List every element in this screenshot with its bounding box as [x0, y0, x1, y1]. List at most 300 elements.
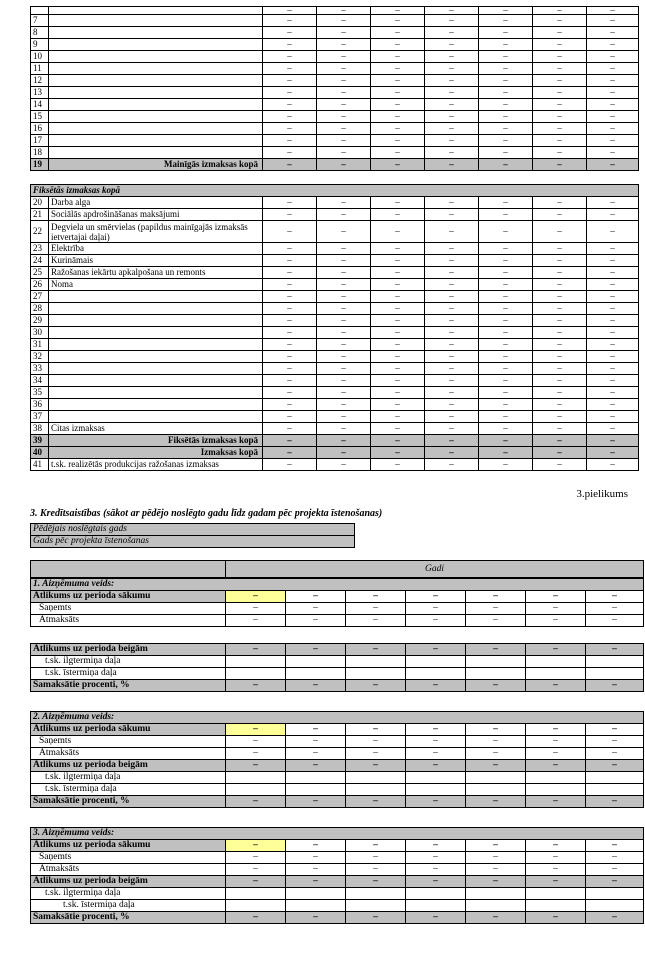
cost-table-row: [31, 27, 639, 39]
value-cell: –: [263, 39, 317, 51]
value-cell: –: [533, 339, 587, 351]
value-cell: –: [533, 363, 587, 375]
credit-row-label: t.sk. īstermiņa daļa: [31, 900, 226, 912]
value-cell: –: [263, 363, 317, 375]
value-cell: –: [317, 51, 371, 63]
row-number-cell: 13: [31, 87, 49, 99]
value-cell: –: [425, 375, 479, 387]
value-cell: [406, 900, 466, 912]
value-cell: –: [263, 147, 317, 159]
row-number-cell: 19: [31, 159, 49, 171]
value-cell: –: [263, 447, 317, 459]
loan-type-row: [31, 579, 644, 591]
credit-row-label: Atmaksāts: [31, 864, 226, 876]
row-label-cell: [49, 303, 263, 315]
row-label-cell: [49, 7, 263, 15]
value-cell: –: [263, 387, 317, 399]
value-cell: –: [587, 123, 639, 135]
row-number-cell: 14: [31, 99, 49, 111]
row-number-cell: 8: [31, 27, 49, 39]
row-number-cell: 30: [31, 327, 49, 339]
value-cell: [346, 888, 406, 900]
cost-table-row: [31, 111, 639, 123]
value-cell: –: [533, 221, 587, 243]
value-cell: –: [317, 339, 371, 351]
value-cell: –: [263, 435, 317, 447]
value-cell: –: [346, 591, 406, 603]
value-cell: –: [263, 339, 317, 351]
row-number-cell: 35: [31, 387, 49, 399]
row-label-cell: [49, 351, 263, 363]
value-cell: –: [226, 876, 286, 888]
value-cell: –: [263, 423, 317, 435]
value-cell: –: [466, 796, 526, 808]
credit-row: [31, 876, 644, 888]
value-cell: –: [586, 864, 644, 876]
value-cell: –: [533, 87, 587, 99]
value-cell: –: [479, 147, 533, 159]
value-cell: –: [586, 615, 644, 627]
value-cell: –: [286, 736, 346, 748]
value-cell: –: [479, 87, 533, 99]
value-cell: –: [526, 912, 586, 924]
value-cell: [466, 888, 526, 900]
value-cell: –: [586, 852, 644, 864]
value-cell: –: [286, 680, 346, 692]
row-label-cell: [49, 315, 263, 327]
cost-table-row: [31, 435, 639, 447]
value-cell: [586, 784, 644, 796]
row-label-cell: Ražošanas iekārtu apkalpošana un remonts: [49, 267, 263, 279]
value-cell: –: [425, 303, 479, 315]
value-cell: –: [371, 315, 425, 327]
value-cell: –: [425, 159, 479, 171]
value-cell: –: [466, 760, 526, 772]
value-cell: –: [587, 459, 639, 471]
value-cell: –: [533, 63, 587, 75]
value-cell: –: [466, 864, 526, 876]
value-cell: –: [371, 7, 425, 15]
value-cell: –: [286, 796, 346, 808]
value-cell: –: [406, 876, 466, 888]
row-label-cell: [49, 135, 263, 147]
value-cell: –: [479, 123, 533, 135]
value-cell: –: [533, 159, 587, 171]
value-cell: –: [587, 267, 639, 279]
value-cell: [226, 656, 286, 668]
value-cell: –: [317, 147, 371, 159]
value-cell: –: [586, 912, 644, 924]
value-cell: –: [533, 135, 587, 147]
value-cell: –: [425, 51, 479, 63]
cost-table-row: [31, 159, 639, 171]
row-label-cell: [49, 123, 263, 135]
value-cell: –: [371, 27, 425, 39]
value-cell: –: [533, 435, 587, 447]
row-number-cell: 15: [31, 111, 49, 123]
costs-table-upper: [30, 6, 639, 171]
value-cell: –: [317, 423, 371, 435]
credit-row: [31, 591, 644, 603]
cost-table-row: [31, 7, 639, 15]
row-label-cell: Citas izmaksas: [49, 423, 263, 435]
value-cell: –: [587, 279, 639, 291]
row-number-cell: 7: [31, 15, 49, 27]
value-cell: –: [587, 387, 639, 399]
value-cell: –: [346, 603, 406, 615]
cost-table-row: [31, 135, 639, 147]
loan-type-cell: 2. Aizņēmuma veids:: [31, 712, 644, 724]
value-cell: –: [479, 197, 533, 209]
value-cell: –: [263, 375, 317, 387]
value-cell: –: [425, 255, 479, 267]
value-cell: –: [406, 603, 466, 615]
value-cell: –: [286, 852, 346, 864]
value-cell: [406, 656, 466, 668]
value-cell: –: [533, 327, 587, 339]
value-cell: –: [317, 351, 371, 363]
credit-table: [30, 827, 644, 924]
value-cell: [406, 784, 466, 796]
value-cell: –: [479, 339, 533, 351]
value-cell: –: [533, 351, 587, 363]
value-cell: –: [526, 748, 586, 760]
value-cell: –: [263, 291, 317, 303]
value-cell: –: [317, 39, 371, 51]
table-gap: [30, 692, 638, 711]
row-number-cell: 31: [31, 339, 49, 351]
value-cell: –: [286, 864, 346, 876]
value-cell: [286, 668, 346, 680]
cost-table-row: [31, 327, 639, 339]
row-label-cell: [49, 339, 263, 351]
credit-row: [31, 656, 644, 668]
value-cell: –: [371, 363, 425, 375]
value-cell: –: [346, 644, 406, 656]
value-cell: –: [286, 724, 346, 736]
value-cell: –: [263, 315, 317, 327]
credit-table: [30, 643, 644, 692]
value-cell: –: [586, 724, 644, 736]
value-cell: –: [479, 15, 533, 27]
credit-row-label: Atmaksāts: [31, 615, 226, 627]
value-cell: –: [406, 748, 466, 760]
credit-row-label: Atlikums uz perioda sākumu: [31, 840, 226, 852]
value-cell: –: [425, 123, 479, 135]
value-cell: –: [346, 912, 406, 924]
credit-row-label: t.sk. īstermiņa daļa: [31, 668, 226, 680]
info-label-cell: Pēdējais noslēgtais gads: [31, 524, 355, 536]
credit-row: [31, 668, 644, 680]
row-number-cell: 27: [31, 291, 49, 303]
row-label-cell: [49, 363, 263, 375]
value-cell: –: [587, 99, 639, 111]
value-cell: [466, 668, 526, 680]
value-cell: –: [406, 644, 466, 656]
value-cell: –: [263, 135, 317, 147]
row-label-cell: [49, 99, 263, 111]
value-cell: –: [346, 876, 406, 888]
value-cell: –: [425, 387, 479, 399]
value-cell: –: [425, 327, 479, 339]
value-cell: –: [317, 375, 371, 387]
value-cell: –: [533, 375, 587, 387]
value-cell: –: [586, 748, 644, 760]
value-cell: –: [533, 123, 587, 135]
cost-table-row: [31, 375, 639, 387]
value-cell: –: [587, 27, 639, 39]
value-cell: –: [479, 459, 533, 471]
value-cell: –: [425, 221, 479, 243]
value-cell: –: [406, 840, 466, 852]
row-number-cell: 26: [31, 279, 49, 291]
value-cell: –: [425, 111, 479, 123]
value-cell: –: [533, 7, 587, 15]
row-number-cell: 9: [31, 39, 49, 51]
credit-row-label: Atmaksāts: [31, 748, 226, 760]
value-cell: –: [226, 644, 286, 656]
value-cell: –: [587, 291, 639, 303]
value-cell: –: [346, 724, 406, 736]
cost-table-row: [31, 75, 639, 87]
value-cell: –: [263, 111, 317, 123]
value-cell: –: [479, 363, 533, 375]
value-cell: [226, 784, 286, 796]
value-cell: –: [371, 87, 425, 99]
value-cell: –: [425, 351, 479, 363]
credit-table: [30, 711, 644, 808]
row-number-cell: 38: [31, 423, 49, 435]
value-cell: –: [587, 197, 639, 209]
value-cell: –: [479, 209, 533, 221]
row-label-cell: Mainīgās izmaksas kopā: [49, 159, 263, 171]
value-cell: –: [263, 303, 317, 315]
credit-row-label: t.sk. ilgtermiņa daļa: [31, 888, 226, 900]
credit-row: [31, 840, 644, 852]
credit-row: [31, 912, 644, 924]
value-cell: [526, 784, 586, 796]
value-cell: –: [425, 75, 479, 87]
value-cell: –: [371, 459, 425, 471]
value-cell: –: [317, 411, 371, 423]
row-number-cell: 41: [31, 459, 49, 471]
highlighted-input-cell[interactable]: –: [226, 591, 286, 603]
value-cell: –: [587, 351, 639, 363]
row-label-cell: [49, 327, 263, 339]
value-cell: –: [533, 267, 587, 279]
credit-table: [30, 578, 644, 627]
value-cell: –: [317, 399, 371, 411]
value-cell: –: [317, 255, 371, 267]
value-cell: –: [317, 7, 371, 15]
credit-row: [31, 724, 644, 736]
value-cell: –: [479, 75, 533, 87]
row-number-cell: 40: [31, 447, 49, 459]
value-cell: –: [479, 27, 533, 39]
table-gap: [30, 627, 638, 643]
value-cell: –: [526, 615, 586, 627]
value-cell: –: [526, 760, 586, 772]
table-gap: [30, 548, 638, 560]
value-cell: –: [371, 75, 425, 87]
value-cell: –: [226, 603, 286, 615]
cost-table-row: [31, 63, 639, 75]
cost-table-row: [31, 339, 639, 351]
value-cell: –: [317, 75, 371, 87]
row-label-cell: Kurināmais: [49, 255, 263, 267]
credit-row-label: t.sk. īstermiņa daļa: [31, 784, 226, 796]
value-cell: –: [533, 209, 587, 221]
info-box: [30, 523, 355, 548]
value-cell: –: [526, 736, 586, 748]
value-cell: –: [526, 680, 586, 692]
cost-table-row: [31, 255, 639, 267]
row-number-cell: 32: [31, 351, 49, 363]
value-cell: –: [587, 363, 639, 375]
cost-table-row: [31, 303, 639, 315]
table-gap: [30, 808, 638, 827]
value-cell: –: [533, 255, 587, 267]
value-cell: [466, 772, 526, 784]
value-cell: –: [346, 852, 406, 864]
value-cell: –: [226, 912, 286, 924]
value-cell: –: [526, 864, 586, 876]
value-cell: –: [317, 27, 371, 39]
value-cell: –: [479, 327, 533, 339]
value-cell: –: [533, 387, 587, 399]
value-cell: –: [425, 399, 479, 411]
value-cell: [526, 772, 586, 784]
cost-table-row: [31, 123, 639, 135]
value-cell: –: [466, 736, 526, 748]
row-number-cell: 24: [31, 255, 49, 267]
value-cell: –: [371, 447, 425, 459]
cost-table-row: [31, 99, 639, 111]
row-number-cell: 12: [31, 75, 49, 87]
credit-row: [31, 680, 644, 692]
value-cell: –: [371, 279, 425, 291]
value-cell: –: [533, 111, 587, 123]
value-cell: –: [466, 603, 526, 615]
value-cell: –: [526, 876, 586, 888]
highlighted-input-cell[interactable]: –: [226, 840, 286, 852]
appendix-label: 3.pielikums: [576, 488, 628, 500]
value-cell: –: [286, 760, 346, 772]
loan-type-row: [31, 828, 644, 840]
value-cell: –: [425, 147, 479, 159]
value-cell: –: [479, 7, 533, 15]
value-cell: –: [526, 603, 586, 615]
value-cell: –: [479, 387, 533, 399]
value-cell: –: [371, 291, 425, 303]
value-cell: –: [263, 63, 317, 75]
row-label-cell: t.sk. realizētās produkcijas ražošanas izmaksas: [49, 459, 263, 471]
value-cell: –: [479, 279, 533, 291]
value-cell: –: [286, 591, 346, 603]
value-cell: –: [317, 363, 371, 375]
value-cell: –: [466, 680, 526, 692]
value-cell: –: [526, 852, 586, 864]
value-cell: –: [466, 840, 526, 852]
value-cell: –: [526, 796, 586, 808]
years-header-table: [30, 560, 644, 578]
value-cell: –: [371, 135, 425, 147]
value-cell: –: [533, 147, 587, 159]
value-cell: –: [371, 209, 425, 221]
value-cell: [286, 656, 346, 668]
row-label-cell: [49, 75, 263, 87]
value-cell: –: [425, 39, 479, 51]
value-cell: –: [371, 197, 425, 209]
cost-table-row: [31, 221, 639, 243]
value-cell: –: [406, 796, 466, 808]
highlighted-input-cell[interactable]: –: [226, 724, 286, 736]
credit-row-label: Atlikums uz perioda beigām: [31, 760, 226, 772]
value-cell: –: [587, 303, 639, 315]
value-cell: –: [317, 15, 371, 27]
value-cell: –: [263, 279, 317, 291]
value-cell: [586, 900, 644, 912]
credit-row-label: t.sk. ilgtermiņa daļa: [31, 656, 226, 668]
value-cell: –: [317, 387, 371, 399]
value-cell: –: [587, 7, 639, 15]
row-label-cell: [49, 399, 263, 411]
value-cell: –: [286, 912, 346, 924]
value-cell: –: [263, 399, 317, 411]
value-cell: –: [317, 123, 371, 135]
value-cell: –: [317, 197, 371, 209]
value-cell: –: [406, 736, 466, 748]
value-cell: –: [425, 447, 479, 459]
value-cell: –: [587, 243, 639, 255]
row-number-cell: 23: [31, 243, 49, 255]
value-cell: –: [425, 243, 479, 255]
row-number-cell: [31, 7, 49, 15]
value-cell: –: [317, 111, 371, 123]
value-cell: –: [346, 796, 406, 808]
row-label-cell: [49, 147, 263, 159]
value-cell: –: [479, 39, 533, 51]
value-cell: –: [587, 51, 639, 63]
value-cell: –: [263, 209, 317, 221]
value-cell: –: [263, 459, 317, 471]
value-cell: –: [317, 435, 371, 447]
value-cell: –: [317, 459, 371, 471]
value-cell: –: [226, 615, 286, 627]
value-cell: –: [533, 411, 587, 423]
value-cell: –: [317, 291, 371, 303]
value-cell: –: [425, 459, 479, 471]
value-cell: –: [479, 447, 533, 459]
value-cell: [526, 668, 586, 680]
value-cell: –: [286, 876, 346, 888]
value-cell: –: [263, 327, 317, 339]
value-cell: –: [371, 387, 425, 399]
credit-row-label: Saņemts: [31, 736, 226, 748]
value-cell: –: [317, 327, 371, 339]
cost-table-row: [31, 197, 639, 209]
value-cell: –: [371, 99, 425, 111]
value-cell: [346, 900, 406, 912]
value-cell: [286, 772, 346, 784]
value-cell: –: [263, 27, 317, 39]
row-number-cell: 33: [31, 363, 49, 375]
value-cell: –: [425, 267, 479, 279]
credit-row: [31, 603, 644, 615]
credit-row: [31, 772, 644, 784]
value-cell: [586, 772, 644, 784]
value-cell: –: [226, 796, 286, 808]
